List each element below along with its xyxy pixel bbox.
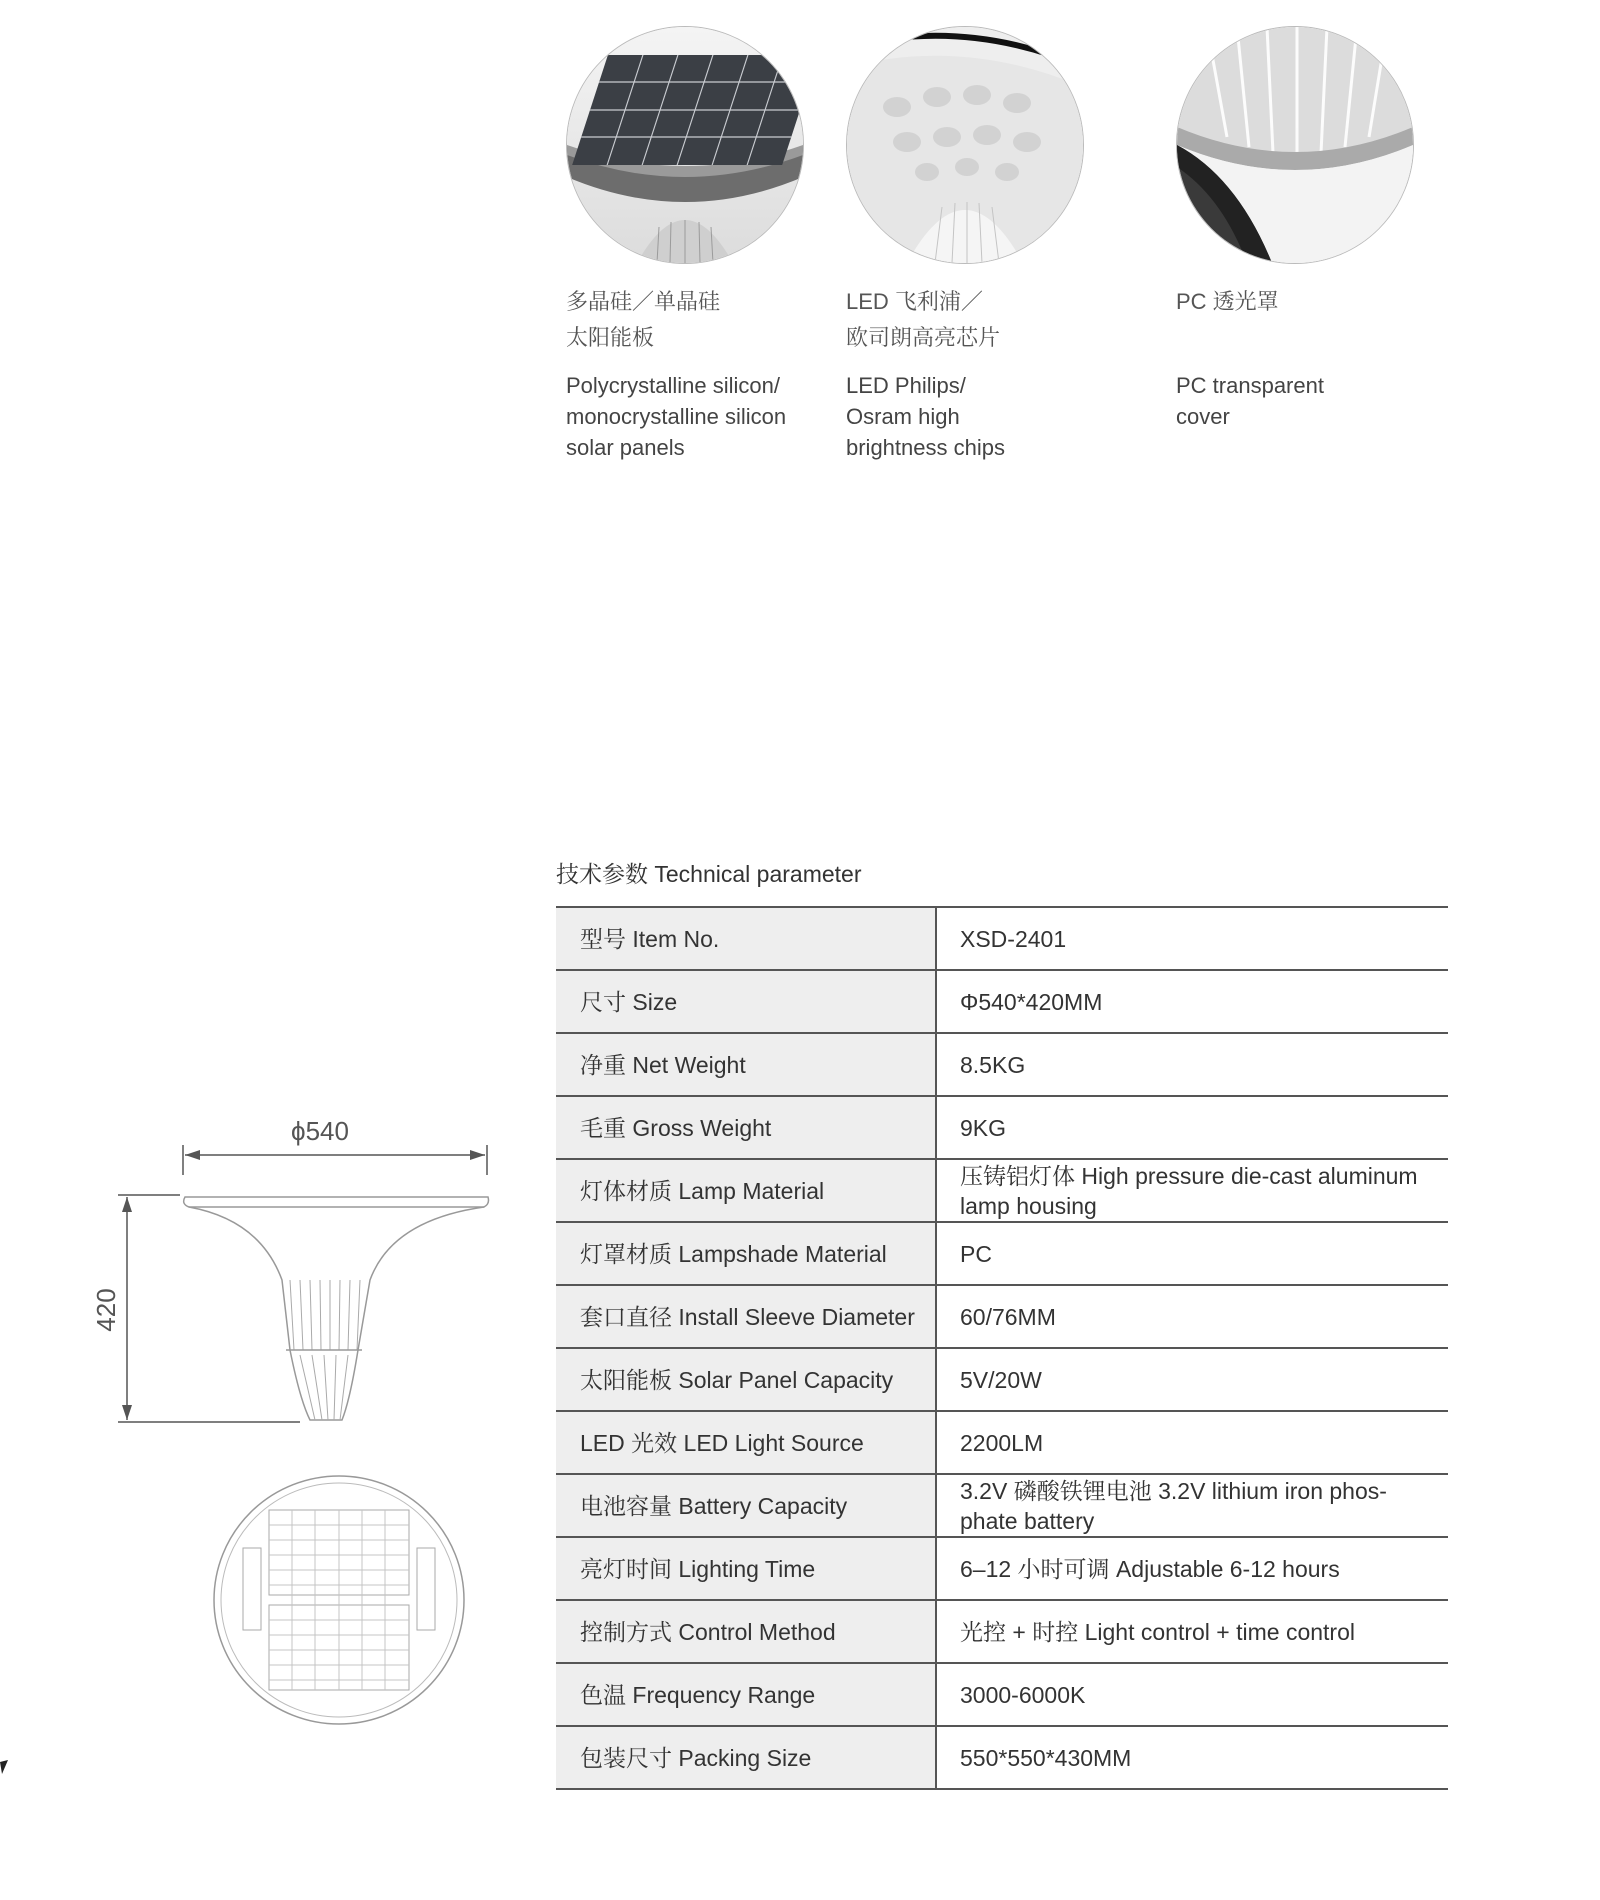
param-label: 套口直径 Install Sleeve Diameter xyxy=(556,1285,936,1348)
param-value: 3.2V 磷酸铁锂电池 3.2V lithium iron phos-phate battery xyxy=(936,1474,1448,1537)
table-row xyxy=(556,1663,1448,1726)
table-row xyxy=(556,1411,1448,1474)
table-row xyxy=(556,907,1448,970)
param-value: 5V/20W xyxy=(936,1348,1448,1411)
param-label: 太阳能板 Solar Panel Capacity xyxy=(556,1348,936,1411)
param-value: 60/76MM xyxy=(936,1285,1448,1348)
led-chip-photo xyxy=(846,26,1084,264)
table-row xyxy=(556,1096,1448,1159)
tech-parameter-title: 技术参数 Technical parameter xyxy=(556,861,862,887)
param-value: 550*550*430MM xyxy=(936,1726,1448,1789)
param-value: 2200LM xyxy=(936,1411,1448,1474)
param-value: 8.5KG xyxy=(936,1033,1448,1096)
param-value: 9KG xyxy=(936,1096,1448,1159)
param-value: XSD-2401 xyxy=(936,907,1448,970)
param-value: 6–12 小时可调 Adjustable 6-12 hours xyxy=(936,1537,1448,1600)
table-row xyxy=(556,970,1448,1033)
table-row xyxy=(556,1726,1448,1789)
feature-en-label: LED Philips/ Osram high brightness chips xyxy=(846,373,1005,460)
table-row xyxy=(556,1033,1448,1096)
table-row xyxy=(556,1159,1448,1222)
height-dimension-label: 420 xyxy=(91,1288,121,1332)
feature-led-chip xyxy=(846,26,1106,463)
param-label: 净重 Net Weight xyxy=(556,1033,936,1096)
feature-transparent-cover xyxy=(1176,26,1436,432)
param-label: 色温 Frequency Range xyxy=(556,1663,936,1726)
tech-parameter-table xyxy=(556,906,1448,1790)
corner-mark-icon xyxy=(0,1760,10,1774)
transparent-cover-photo xyxy=(1176,26,1414,264)
solar-panel-icon xyxy=(567,27,803,263)
param-label: 尺寸 Size xyxy=(556,970,936,1033)
feature-cn-label: LED 飞利浦／ 欧司朗高亮芯片 xyxy=(846,289,1001,350)
table-row xyxy=(556,1600,1448,1663)
feature-solar-panel xyxy=(566,26,826,463)
table-row xyxy=(556,1222,1448,1285)
param-value: PC xyxy=(936,1222,1448,1285)
param-value: 压铸铝灯体 High pressure die-cast aluminum lamp housing xyxy=(936,1159,1448,1222)
solar-panel-photo xyxy=(566,26,804,264)
technical-drawing xyxy=(0,1100,520,1780)
param-label: 灯体材质 Lamp Material xyxy=(556,1159,936,1222)
width-dimension-label: ϕ540 xyxy=(291,1116,349,1146)
table-row xyxy=(556,1537,1448,1600)
transparent-cover-icon xyxy=(1177,27,1413,263)
led-chip-icon xyxy=(847,27,1083,263)
param-label: 电池容量 Battery Capacity xyxy=(556,1474,936,1537)
feature-cn-label: 多晶硅／单晶硅 太阳能板 xyxy=(566,289,721,350)
param-label: LED 光效 LED Light Source xyxy=(556,1411,936,1474)
param-label: 控制方式 Control Method xyxy=(556,1600,936,1663)
param-label: 包装尺寸 Packing Size xyxy=(556,1726,936,1789)
feature-en-label: Polycrystalline silicon/ monocrystalline silicon solar panels xyxy=(566,373,787,460)
param-label: 型号 Item No. xyxy=(556,907,936,970)
param-label: 亮灯时间 Lighting Time xyxy=(556,1537,936,1600)
param-label: 灯罩材质 Lampshade Material xyxy=(556,1222,936,1285)
param-value: 3000-6000K xyxy=(936,1663,1448,1726)
param-value: 光控 + 时控 Light control + time control xyxy=(936,1600,1448,1663)
feature-en-label: PC transparent cover xyxy=(1176,373,1324,429)
param-value: Φ540*420MM xyxy=(936,970,1448,1033)
feature-cn-label: PC 透光罩 xyxy=(1176,289,1279,314)
table-row xyxy=(556,1474,1448,1537)
table-row xyxy=(556,1348,1448,1411)
param-label: 毛重 Gross Weight xyxy=(556,1096,936,1159)
table-row xyxy=(556,1285,1448,1348)
